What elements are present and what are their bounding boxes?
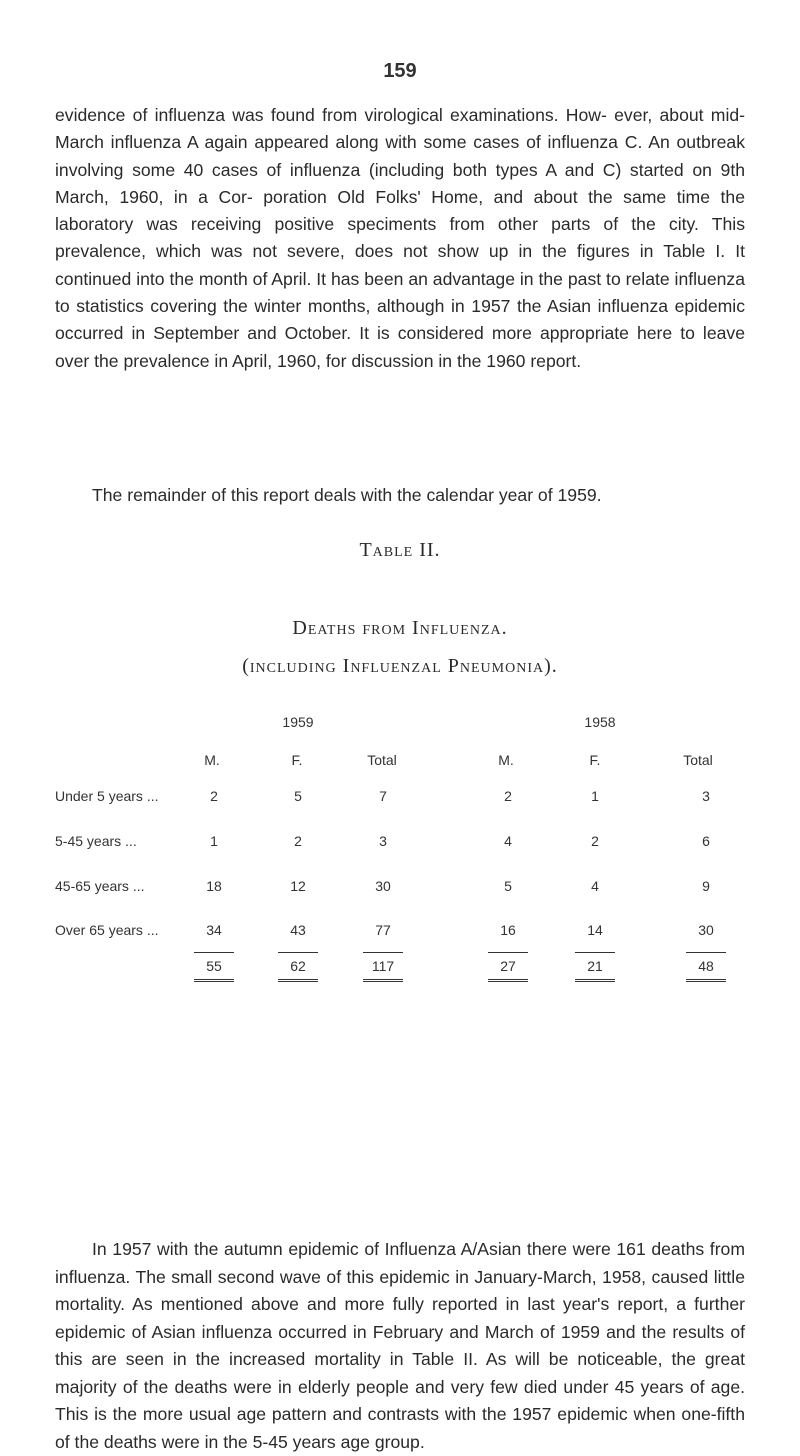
row-label: 5-45 years ... [55,833,137,849]
table-cell: 14 [587,922,603,938]
table-cell: 77 [375,922,391,938]
row-label: 45-65 years ... [55,878,145,894]
col-header: Total [683,752,713,768]
table-cell: 2 [294,833,302,849]
total-rule [363,979,403,982]
col-header: Total [367,752,397,768]
paragraph-calendar-year: The remainder of this report deals with the calendar year of 1959. [92,485,602,505]
paragraph-intro: evidence of influenza was found from virological examinations. How- ever, about mid-March influenza A again appeared along with some cases of influenza C. An outbreak involving some 40 cases of influenza (including both types A and C) started on 9th March, 1960, in a Cor- poration Old Folks' Home, and about the same time the laboratory was receiving positive speciments from other parts of the city. This prevalence, which was not severe, does not show up in the figures in Table I. It continued into the month of April. It has been an advantage in the past to relate influenza to statistics covering the winter months, although in 1957 the Asian influenza epidemic occurred in September and October. It is considered more appropriate here to leave over the prevalence in April, 1960, for discussion in the 1960 report. [55,105,745,371]
total-cell: 55 [206,958,222,974]
table-cell: 4 [504,833,512,849]
year-header-1958: 1958 [584,714,616,730]
total-rule [488,979,528,982]
table-cell: 3 [702,788,710,804]
table-cell: 30 [375,878,391,894]
table-cell: 7 [379,788,387,804]
table-cell: 5 [294,788,302,804]
col-header: M. [498,752,514,768]
table-subtitle: Deaths from Influenza. [292,617,508,639]
table-cell: 2 [210,788,218,804]
table-cell: 16 [500,922,516,938]
deaths-table [0,700,800,1220]
table-cell: 2 [504,788,512,804]
total-cell: 21 [587,958,603,974]
sum-rule [686,952,726,953]
table-cell: 30 [698,922,714,938]
total-cell: 27 [500,958,516,974]
table-cell: 34 [206,922,222,938]
total-rule [194,979,234,982]
paragraph-discussion: In 1957 with the autumn epidemic of Influenza A/Asian there were 161 deaths from influenza. The small second wave of this epidemic in January-March, 1958, caused little mortality. As mentioned above and more fully reported in last year's report, a further epidemic of Asian influenza occurred in February and March of 1959 and the results of this are seen in the increased mortality in Table II. As will be noticeable, the great majority of the deaths were in elderly people and very few died under 45 years of age. This is the more usual age pattern and contrasts with the 1957 epidemic when one-fifth of the deaths were in the 5-45 years age group. [55,1239,745,1452]
table-cell: 1 [210,833,218,849]
total-rule [575,979,615,982]
sum-rule [488,952,528,953]
sum-rule [278,952,318,953]
page-number: 159 [383,60,417,82]
sum-rule [194,952,234,953]
table-cell: 3 [379,833,387,849]
table-cell: 2 [591,833,599,849]
sum-rule [575,952,615,953]
table-cell: 43 [290,922,306,938]
table-cell: 5 [504,878,512,894]
table-cell: 9 [702,878,710,894]
table-title: Table II. [359,539,441,561]
total-rule [686,979,726,982]
total-cell: 48 [698,958,714,974]
table-cell: 18 [206,878,222,894]
total-cell: 62 [290,958,306,974]
sum-rule [363,952,403,953]
table-subtitle-2: (including Influenzal Pneumonia). [242,655,558,677]
table-cell: 12 [290,878,306,894]
total-cell: 117 [371,958,395,974]
col-header: F. [291,752,303,768]
row-label: Over 65 years ... [55,922,159,938]
year-header-1959: 1959 [282,714,314,730]
col-header: M. [204,752,220,768]
total-rule [278,979,318,982]
table-cell: 6 [702,833,710,849]
col-header: F. [589,752,601,768]
row-label: Under 5 years ... [55,788,159,804]
table-cell: 1 [591,788,599,804]
table-cell: 4 [591,878,599,894]
